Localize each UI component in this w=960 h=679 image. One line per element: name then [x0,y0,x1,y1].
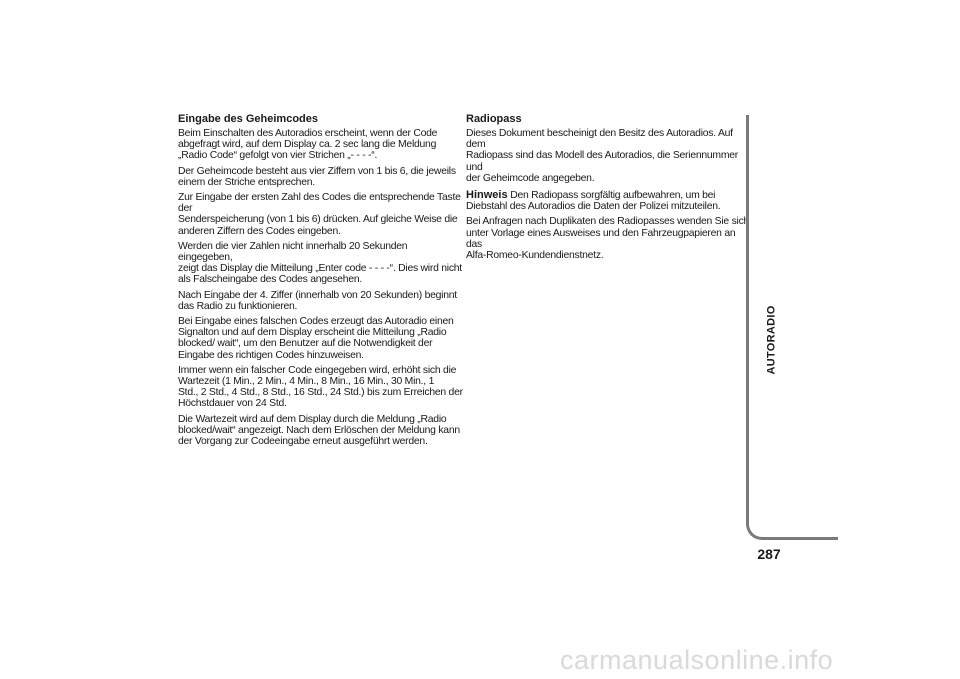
paragraph: Die Wartezeit wird auf dem Display durch die Meldung „Radio blocked/wait“ angezeigt. Nach dem Erlöschen der Meldung kann der Vorgang zur Codeeingabe erneut ausgeführt werden. [178,413,460,448]
paragraph: Der Geheimcode besteht aus vier Ziffern von 1 bis 6, die jeweils einem der Striche entsprechen. [178,165,456,188]
paragraph: Bei Eingabe eines falschen Codes erzeugt das Autoradio einen Signalton und auf dem Display erscheint die Mitteilung „Radio blocked/ wait“, um den Benutzer auf die Notwendigkeit der Eingabe des richtigen Codes hinzuweisen. [178,316,454,361]
paragraph: Nach Eingabe der 4. Ziffer (innerhalb von 20 Sekunden) beginnt das Radio zu funktionieren. [178,289,457,312]
watermark: carmanualsonline.info [560,645,834,675]
hint-label: Hinweis [466,189,508,202]
paragraph: Zur Eingabe der ersten Zahl des Codes die entsprechende Taste der Senderspeicherung (von 1 bis 6) drücken. Auf gleiche Weise die anderen Ziffern des Codes eingeben. [178,192,461,237]
chapter-tab-label [766,300,778,380]
paragraph: Immer wenn ein falscher Code eingegeben wird, erhöht sich die Wartezeit (1 Min., 2 Min., 4 Min., 8 Min., 16 Min., 30 Min., 1 Std., 2 Std., 4 Std., 8 Std., 16 Std., 24 Std.) bis zum Erreichen der Höchstdauer von 24 Std. [178,364,463,410]
hint-paragraph [466,190,752,212]
page-number: 287 [757,546,781,562]
paragraph: Beim Einschalten des Autoradios erscheint, wenn der Code abgefragt wird, auf dem Display ca. 2 sec lang die Meldung „Radio Code“ gefolgt von vier Strichen „- - - -“. [178,128,438,162]
left-column [178,113,464,451]
paragraph: Werden die vier Zahlen nicht innerhalb 20 Sekunden eingegeben, zeigt das Display die Mitteilung „Enter code - - - -“. Dies wird nicht als Falscheingabe des Codes angesehen. [178,240,462,286]
right-column [466,113,752,265]
chapter-tab-text: AUTORADIO [766,305,779,375]
paragraph: Bei Anfragen nach Duplikaten des Radiopasses wenden Sie sich unter Vorlage eines Ausweises und den Fahrzeugpapieren an das Alfa-Romeo-Kundendienstnetz. [466,216,750,262]
hint-text: Den Radiopass sorgfältig aufbewahren, um bei Diebstahl des Autoradios die Daten der Polizei mitzuteilen. [466,190,721,213]
paragraph: Dieses Dokument bescheinigt den Besitz des Autoradios. Auf dem Radiopass sind das Modell des Autoradios, die Seriennummer und der Geheimcode angegeben. [466,128,738,184]
section-heading-radiopass: Radiopass [466,113,522,125]
section-heading-geheimcode: Eingabe des Geheimcodes [178,113,318,125]
chapter-tab-frame [746,115,838,540]
